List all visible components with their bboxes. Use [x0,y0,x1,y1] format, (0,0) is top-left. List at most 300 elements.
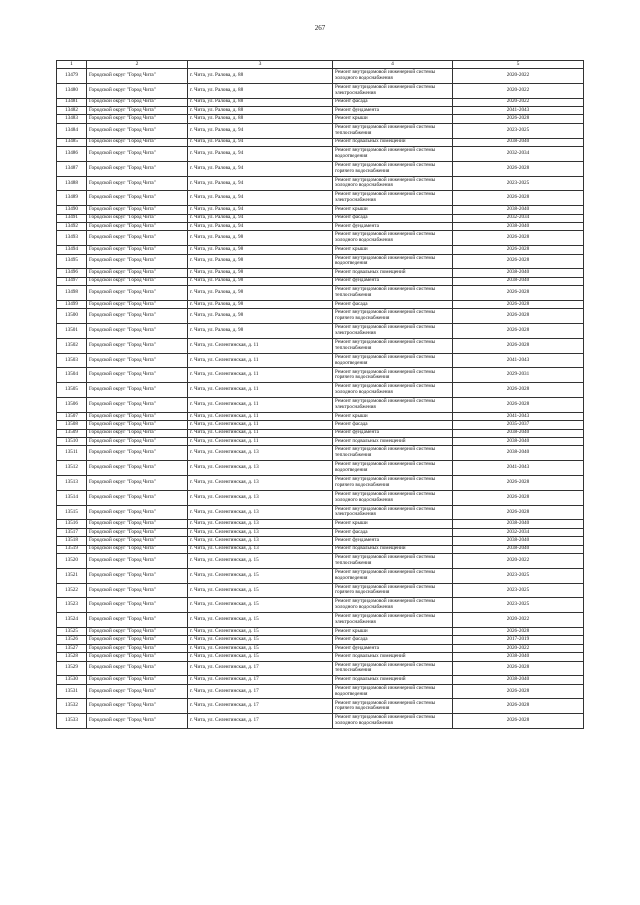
work-type-cell: Ремонт внутридомовой инженерной системы холодного водоснабжения [333,231,453,246]
work-type-cell: Ремонт внутридомовой инженерной системы электроснабжения [333,613,453,628]
work-type-cell: Ремонт внутридомовой инженерной системы холодного водоснабжения [333,714,453,729]
work-type-cell: Ремонт внутридомовой инженерной системы горячего водоснабжения [333,161,453,176]
table-row [57,505,584,520]
table-row [57,254,584,269]
table-row [57,676,584,684]
period-cell: 2026-2028 [453,286,584,301]
row-number-cell: 13506 [57,398,87,413]
municipality-cell: Городской округ "Город Чита" [87,684,188,699]
municipality-cell: Городской округ "Город Чита" [87,505,188,520]
work-type-cell: Ремонт внутридомовой инженерной системы водоотведения [333,146,453,161]
row-number-cell: 13479 [57,69,87,84]
table-row [57,309,584,324]
period-cell: 2023-2025 [453,598,584,613]
work-type-cell: Ремонт внутридомовой инженерной системы электроснабжения [333,398,453,413]
table-row [57,699,584,714]
municipality-cell: Городской округ "Город Чита" [87,338,188,353]
row-number-cell: 13533 [57,714,87,729]
period-cell: 2026-2028 [453,505,584,520]
row-number-cell: 13484 [57,123,87,138]
column-header: 4 [333,61,453,69]
table-row [57,537,584,545]
period-cell: 2032-2034 [453,528,584,536]
work-type-cell: Ремонт крыши [333,206,453,214]
period-cell: 2038-2040 [453,222,584,230]
address-cell: г. Чита, ул. Ралова, д. 94 [188,176,333,191]
row-number-cell: 13522 [57,583,87,598]
work-type-cell: Ремонт внутридомовой инженерной системы водоотведения [333,684,453,699]
municipality-cell: Городской округ "Город Чита" [87,146,188,161]
row-number-cell: 13499 [57,300,87,308]
table-row [57,138,584,146]
period-cell: 2026-2028 [453,161,584,176]
table-row [57,338,584,353]
work-type-cell: Ремонт фундамента [333,277,453,285]
address-cell: г. Чита, ул. Селенгинская, д. 15 [188,583,333,598]
period-cell: 2029-2031 [453,368,584,383]
column-header: 2 [87,61,188,69]
row-number-cell: 13494 [57,246,87,254]
table-row [57,553,584,568]
row-number-cell: 13521 [57,568,87,583]
row-number-cell: 13485 [57,138,87,146]
municipality-cell: Городской округ "Город Чита" [87,461,188,476]
address-cell: г. Чита, ул. Ралова, д. 94 [188,161,333,176]
row-number-cell: 13509 [57,429,87,437]
work-type-cell: Ремонт крыши [333,115,453,123]
address-cell: г. Чита, ул. Ралова, д. 98 [188,231,333,246]
period-cell: 2026-2028 [453,684,584,699]
work-type-cell: Ремонт внутридомовой инженерной системы водоотведения [333,254,453,269]
table-row [57,461,584,476]
period-cell: 2020-2022 [453,69,584,84]
table-row [57,714,584,729]
table-row [57,490,584,505]
period-cell: 2026-2028 [453,191,584,206]
period-cell: 2038-2040 [453,138,584,146]
row-number-cell: 13507 [57,412,87,420]
work-type-cell: Ремонт подвальных помещений [333,545,453,553]
work-type-cell: Ремонт внутридомовой инженерной системы водоотведения [333,568,453,583]
address-cell: г. Чита, ул. Селенгинская, д. 13 [188,446,333,461]
period-cell: 2026-2028 [453,714,584,729]
period-cell: 2038-2040 [453,277,584,285]
period-cell: 2026-2028 [453,627,584,635]
row-number-cell: 13490 [57,206,87,214]
work-type-cell: Ремонт фундамента [333,222,453,230]
row-number-cell: 13510 [57,438,87,446]
row-number-cell: 13524 [57,613,87,628]
column-header: 5 [453,61,584,69]
row-number-cell: 13487 [57,161,87,176]
row-number-cell: 13503 [57,353,87,368]
municipality-cell: Городской округ "Город Чита" [87,300,188,308]
address-cell: г. Чита, ул. Селенгинская, д. 15 [188,598,333,613]
period-cell: 2041-2043 [453,353,584,368]
period-cell: 2023-2025 [453,583,584,598]
address-cell: г. Чита, ул. Ралова, д. 98 [188,286,333,301]
work-type-cell: Ремонт фасада [333,528,453,536]
municipality-cell: Городской округ "Город Чита" [87,206,188,214]
row-number-cell: 13513 [57,476,87,491]
table-row [57,520,584,528]
address-cell: г. Чита, ул. Ралова, д. 98 [188,246,333,254]
row-number-cell: 13505 [57,383,87,398]
work-type-cell: Ремонт подвальных помещений [333,653,453,661]
municipality-cell: Городской округ "Город Чита" [87,421,188,429]
table-row [57,206,584,214]
row-number-cell: 13497 [57,277,87,285]
row-number-cell: 13523 [57,598,87,613]
address-cell: г. Чита, ул. Ралова, д. 94 [188,222,333,230]
page-number: 267 [314,24,326,32]
municipality-cell: Городской округ "Город Чита" [87,176,188,191]
row-number-cell: 13481 [57,98,87,106]
row-number-cell: 13502 [57,338,87,353]
row-number-cell: 13492 [57,222,87,230]
period-cell: 2020-2022 [453,613,584,628]
row-number-cell: 13480 [57,83,87,98]
period-cell: 2026-2028 [453,115,584,123]
municipality-cell: Городской округ "Город Чита" [87,598,188,613]
table-row [57,324,584,339]
work-type-cell: Ремонт внутридомовой инженерной системы горячего водоснабжения [333,368,453,383]
work-type-cell: Ремонт фасада [333,636,453,644]
municipality-cell: Городской округ "Город Чита" [87,214,188,222]
work-type-cell: Ремонт фундамента [333,644,453,652]
row-number-cell: 13496 [57,269,87,277]
period-cell: 2038-2040 [453,545,584,553]
table-row [57,123,584,138]
municipality-cell: Городской округ "Город Чита" [87,383,188,398]
table-row [57,661,584,676]
column-header: 3 [188,61,333,69]
period-cell: 2026-2028 [453,398,584,413]
table-row [57,353,584,368]
work-type-cell: Ремонт внутридомовой инженерной системы водоотведения [333,353,453,368]
table-row [57,653,584,661]
row-number-cell: 13530 [57,676,87,684]
municipality-cell: Городской округ "Город Чита" [87,627,188,635]
municipality-cell: Городской округ "Город Чита" [87,699,188,714]
work-type-cell: Ремонт внутридомовой инженерной системы холодного водоснабжения [333,490,453,505]
table-row [57,106,584,114]
table-row [57,368,584,383]
work-type-cell: Ремонт фасада [333,214,453,222]
row-number-cell: 13531 [57,684,87,699]
address-cell: г. Чита, ул. Ралова, д. 94 [188,123,333,138]
work-type-cell: Ремонт внутридомовой инженерной системы теплоснабжения [333,123,453,138]
municipality-cell: Городской округ "Город Чита" [87,429,188,437]
address-cell: г. Чита, ул. Селенгинская, д. 15 [188,613,333,628]
table-row [57,98,584,106]
period-cell: 2041-2043 [453,461,584,476]
row-number-cell: 13517 [57,528,87,536]
municipality-cell: Городской округ "Город Чита" [87,528,188,536]
period-cell: 2020-2022 [453,644,584,652]
table-row [57,613,584,628]
row-number-cell: 13486 [57,146,87,161]
municipality-cell: Городской округ "Город Чита" [87,553,188,568]
address-cell: г. Чита, ул. Селенгинская, д. 13 [188,528,333,536]
address-cell: г. Чита, ул. Селенгинская, д. 11 [188,383,333,398]
table-row [57,115,584,123]
municipality-cell: Городской округ "Город Чита" [87,254,188,269]
period-cell: 2038-2040 [453,438,584,446]
municipality-cell: Городской округ "Город Чита" [87,644,188,652]
address-cell: г. Чита, ул. Селенгинская, д. 15 [188,644,333,652]
municipality-cell: Городской округ "Город Чита" [87,520,188,528]
period-cell: 2038-2040 [453,676,584,684]
period-cell: 2023-2025 [453,568,584,583]
table-row [57,644,584,652]
period-cell: 2038-2040 [453,269,584,277]
work-type-cell: Ремонт внутридомовой инженерной системы холодного водоснабжения [333,69,453,84]
work-type-cell: Ремонт подвальных помещений [333,138,453,146]
work-type-cell: Ремонт внутридомовой инженерной системы электроснабжения [333,191,453,206]
row-number-cell: 13527 [57,644,87,652]
municipality-cell: Городской округ "Город Чита" [87,246,188,254]
table-row [57,636,584,644]
address-cell: г. Чита, ул. Селенгинская, д. 13 [188,490,333,505]
address-cell: г. Чита, ул. Ралова, д. 98 [188,269,333,277]
table-row [57,176,584,191]
municipality-cell: Городской округ "Город Чита" [87,636,188,644]
period-cell: 2026-2028 [453,699,584,714]
period-cell: 2041-2043 [453,106,584,114]
municipality-cell: Городской округ "Город Чита" [87,537,188,545]
work-type-cell: Ремонт внутридомовой инженерной системы холодного водоснабжения [333,383,453,398]
address-cell: г. Чита, ул. Селенгинская, д. 15 [188,636,333,644]
address-cell: г. Чита, ул. Ралова, д. 98 [188,309,333,324]
work-type-cell: Ремонт фасада [333,421,453,429]
work-type-cell: Ремонт внутридомовой инженерной системы теплоснабжения [333,446,453,461]
table-row [57,446,584,461]
table-row [57,246,584,254]
period-cell: 2020-2022 [453,553,584,568]
address-cell: г. Чита, ул. Ралова, д. 94 [188,191,333,206]
table-row [57,277,584,285]
address-cell: г. Чита, ул. Ралова, д. 88 [188,115,333,123]
address-cell: г. Чита, ул. Селенгинская, д. 11 [188,368,333,383]
work-type-cell: Ремонт фундамента [333,429,453,437]
address-cell: г. Чита, ул. Селенгинская, д. 11 [188,338,333,353]
row-number-cell: 13516 [57,520,87,528]
table-row [57,627,584,635]
column-header: 1 [57,61,87,69]
municipality-cell: Городской округ "Город Чита" [87,676,188,684]
table-row [57,398,584,413]
period-cell: 2026-2028 [453,254,584,269]
period-cell: 2032-2034 [453,146,584,161]
address-cell: г. Чита, ул. Ралова, д. 98 [188,277,333,285]
municipality-cell: Городской округ "Город Чита" [87,83,188,98]
table-row [57,231,584,246]
work-type-cell: Ремонт внутридомовой инженерной системы горячего водоснабжения [333,699,453,714]
table-row [57,545,584,553]
period-cell: 2026-2028 [453,231,584,246]
municipality-cell: Городской округ "Город Чита" [87,568,188,583]
municipality-cell: Городской округ "Город Чита" [87,324,188,339]
work-type-cell: Ремонт внутридомовой инженерной системы теплоснабжения [333,286,453,301]
work-type-cell: Ремонт внутридомовой инженерной системы холодного водоснабжения [333,598,453,613]
row-number-cell: 13525 [57,627,87,635]
work-type-cell: Ремонт внутридомовой инженерной системы теплоснабжения [333,661,453,676]
municipality-cell: Городской округ "Город Чита" [87,161,188,176]
address-cell: г. Чита, ул. Ралова, д. 88 [188,106,333,114]
work-type-cell: Ремонт внутридомовой инженерной системы горячего водоснабжения [333,309,453,324]
address-cell: г. Чита, ул. Селенгинская, д. 15 [188,627,333,635]
table-row [57,222,584,230]
period-cell: 2035-2037 [453,421,584,429]
municipality-cell: Городской округ "Город Чита" [87,398,188,413]
address-cell: г. Чита, ул. Селенгинская, д. 13 [188,545,333,553]
table-row [57,421,584,429]
row-number-cell: 13512 [57,461,87,476]
municipality-cell: Городской округ "Город Чита" [87,222,188,230]
period-cell: 2038-2040 [453,653,584,661]
address-cell: г. Чита, ул. Селенгинская, д. 17 [188,714,333,729]
address-cell: г. Чита, ул. Селенгинская, д. 11 [188,438,333,446]
work-type-cell: Ремонт крыши [333,627,453,635]
address-cell: г. Чита, ул. Ралова, д. 94 [188,138,333,146]
municipality-cell: Городской округ "Город Чита" [87,98,188,106]
address-cell: г. Чита, ул. Ралова, д. 88 [188,98,333,106]
row-number-cell: 13504 [57,368,87,383]
table-row [57,146,584,161]
address-cell: г. Чита, ул. Ралова, д. 98 [188,254,333,269]
table-row [57,429,584,437]
period-cell: 2026-2028 [453,490,584,505]
address-cell: г. Чита, ул. Селенгинская, д. 11 [188,398,333,413]
period-cell: 2038-2040 [453,537,584,545]
work-type-cell: Ремонт внутридомовой инженерной системы электроснабжения [333,505,453,520]
repair-schedule-table [56,60,584,729]
period-cell: 2026-2028 [453,324,584,339]
address-cell: г. Чита, ул. Селенгинская, д. 15 [188,553,333,568]
municipality-cell: Городской округ "Город Чита" [87,138,188,146]
column-header-row [57,61,584,69]
municipality-cell: Городской округ "Город Чита" [87,545,188,553]
municipality-cell: Городской округ "Город Чита" [87,309,188,324]
table-row [57,598,584,613]
work-type-cell: Ремонт внутридомовой инженерной системы теплоснабжения [333,338,453,353]
table-row [57,69,584,84]
address-cell: г. Чита, ул. Ралова, д. 94 [188,146,333,161]
address-cell: г. Чита, ул. Ралова, д. 94 [188,214,333,222]
row-number-cell: 13532 [57,699,87,714]
row-number-cell: 13489 [57,191,87,206]
work-type-cell: Ремонт крыши [333,520,453,528]
work-type-cell: Ремонт фундамента [333,537,453,545]
municipality-cell: Городской округ "Город Чита" [87,106,188,114]
address-cell: г. Чита, ул. Селенгинская, д. 15 [188,568,333,583]
municipality-cell: Городской округ "Город Чита" [87,269,188,277]
work-type-cell: Ремонт внутридомовой инженерной системы водоотведения [333,461,453,476]
period-cell: 2017-2019 [453,636,584,644]
work-type-cell: Ремонт фасада [333,98,453,106]
municipality-cell: Городской округ "Город Чита" [87,231,188,246]
period-cell: 2026-2028 [453,383,584,398]
work-type-cell: Ремонт подвальных помещений [333,269,453,277]
municipality-cell: Городской округ "Город Чита" [87,714,188,729]
row-number-cell: 13488 [57,176,87,191]
row-number-cell: 13529 [57,661,87,676]
table-row [57,286,584,301]
table-row [57,161,584,176]
municipality-cell: Городской округ "Город Чита" [87,412,188,420]
work-type-cell: Ремонт фундамента [333,106,453,114]
row-number-cell: 13514 [57,490,87,505]
table-row [57,83,584,98]
row-number-cell: 13498 [57,286,87,301]
municipality-cell: Городской округ "Город Чита" [87,613,188,628]
municipality-cell: Городской округ "Город Чита" [87,286,188,301]
work-type-cell: Ремонт внутридомовой инженерной системы теплоснабжения [333,553,453,568]
row-number-cell: 13518 [57,537,87,545]
municipality-cell: Городской округ "Город Чита" [87,191,188,206]
municipality-cell: Городской округ "Город Чита" [87,490,188,505]
work-type-cell: Ремонт подвальных помещений [333,438,453,446]
period-cell: 2038-2040 [453,429,584,437]
municipality-cell: Городской округ "Город Чита" [87,368,188,383]
row-number-cell: 13501 [57,324,87,339]
municipality-cell: Городской округ "Город Чита" [87,446,188,461]
address-cell: г. Чита, ул. Ралова, д. 98 [188,324,333,339]
work-type-cell: Ремонт крыши [333,246,453,254]
table-row [57,269,584,277]
row-number-cell: 13520 [57,553,87,568]
municipality-cell: Городской округ "Город Чита" [87,583,188,598]
address-cell: г. Чита, ул. Селенгинская, д. 17 [188,684,333,699]
work-type-cell: Ремонт внутридомовой инженерной системы электроснабжения [333,324,453,339]
municipality-cell: Городской округ "Город Чита" [87,277,188,285]
row-number-cell: 13500 [57,309,87,324]
period-cell: 2026-2028 [453,309,584,324]
address-cell: г. Чита, ул. Селенгинская, д. 11 [188,429,333,437]
municipality-cell: Городской округ "Город Чита" [87,353,188,368]
table-row [57,528,584,536]
row-number-cell: 13526 [57,636,87,644]
period-cell: 2026-2028 [453,246,584,254]
work-type-cell: Ремонт фасада [333,300,453,308]
period-cell: 2026-2028 [453,661,584,676]
row-number-cell: 13528 [57,653,87,661]
work-type-cell: Ремонт подвальных помещений [333,676,453,684]
period-cell: 2026-2028 [453,476,584,491]
address-cell: г. Чита, ул. Селенгинская, д. 13 [188,537,333,545]
table-row [57,438,584,446]
address-cell: г. Чита, ул. Селенгинская, д. 15 [188,653,333,661]
row-number-cell: 13482 [57,106,87,114]
municipality-cell: Городской округ "Город Чита" [87,438,188,446]
table-row [57,191,584,206]
period-cell: 2041-2043 [453,412,584,420]
address-cell: г. Чита, ул. Ралова, д. 94 [188,206,333,214]
municipality-cell: Городской округ "Город Чита" [87,661,188,676]
period-cell: 2020-2022 [453,83,584,98]
row-number-cell: 13491 [57,214,87,222]
period-cell: 2038-2040 [453,446,584,461]
row-number-cell: 13493 [57,231,87,246]
period-cell: 2026-2028 [453,338,584,353]
row-number-cell: 13495 [57,254,87,269]
table-row [57,684,584,699]
period-cell: 2032-2034 [453,214,584,222]
row-number-cell: 13511 [57,446,87,461]
address-cell: г. Чита, ул. Ралова, д. 88 [188,83,333,98]
table-body [57,69,584,729]
